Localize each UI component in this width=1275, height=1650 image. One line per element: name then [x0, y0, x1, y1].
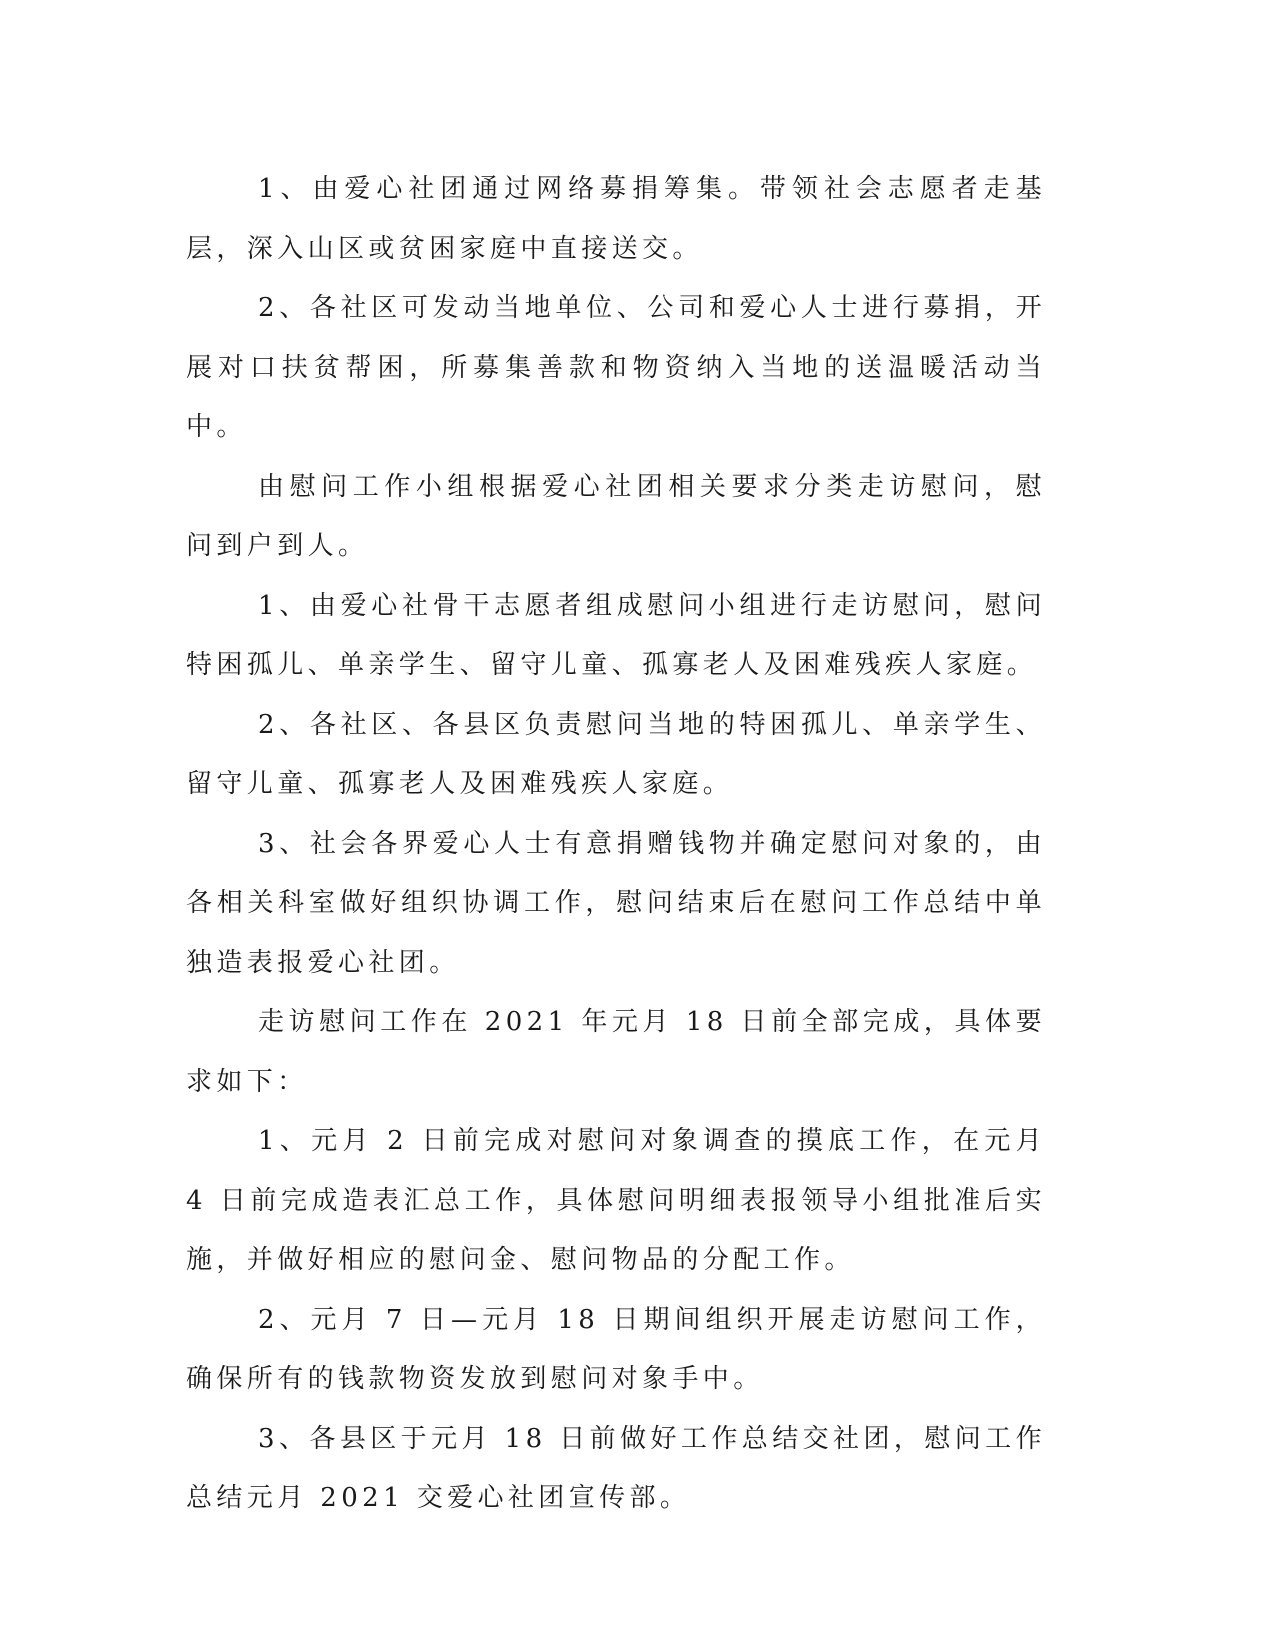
- paragraph-10: 3、各县区于元月 18 日前做好工作总结交社团，慰问工作总结元月 2021 交爱心社团宣传部。: [186, 1423, 1046, 1513]
- paragraph-7: 走访慰问工作在 2021 年元月 18 日前全部完成，具体要求如下：: [186, 1007, 1046, 1097]
- paragraph-8: 1、元月 2 日前完成对慰问对象调查的摸底工作，在元月 4 日前完成造表汇总工作，具体慰问明细表报领导小组批准后实施，并做好相应的慰问金、慰问物品的分配工作。: [186, 1126, 1046, 1275]
- paragraph-4: 1、由爱心社骨干志愿者组成慰问小组进行走访慰问，慰问特困孤儿、单亲学生、留守儿童、孤寡老人及困难残疾人家庭。: [186, 590, 1046, 680]
- document-body: [186, 160, 1046, 1529]
- paragraph-5: 2、各社区、各县区负责慰问当地的特困孤儿、单亲学生、留守儿童、孤寡老人及困难残疾人家庭。: [186, 709, 1046, 799]
- paragraph-9: 2、元月 7 日—元月 18 日期间组织开展走访慰问工作，确保所有的钱款物资发放到慰问对象手中。: [186, 1304, 1046, 1394]
- paragraph-6: 3、社会各界爱心人士有意捐赠钱物并确定慰问对象的，由各相关科室做好组织协调工作，慰问结束后在慰问工作总结中单独造表报爱心社团。: [186, 828, 1046, 978]
- paragraph-3: 由慰问工作小组根据爱心社团相关要求分类走访慰问，慰问到户到人。: [186, 471, 1046, 561]
- paragraph-2: 2、各社区可发动当地单位、公司和爱心人士进行募捐，开展对口扶贫帮困，所募集善款和物资纳入当地的送温暖活动当中。: [186, 293, 1046, 442]
- paragraph-1: 1、由爱心社团通过网络募捐筹集。带领社会志愿者走基层，深入山区或贫困家庭中直接送交。: [186, 174, 1046, 264]
